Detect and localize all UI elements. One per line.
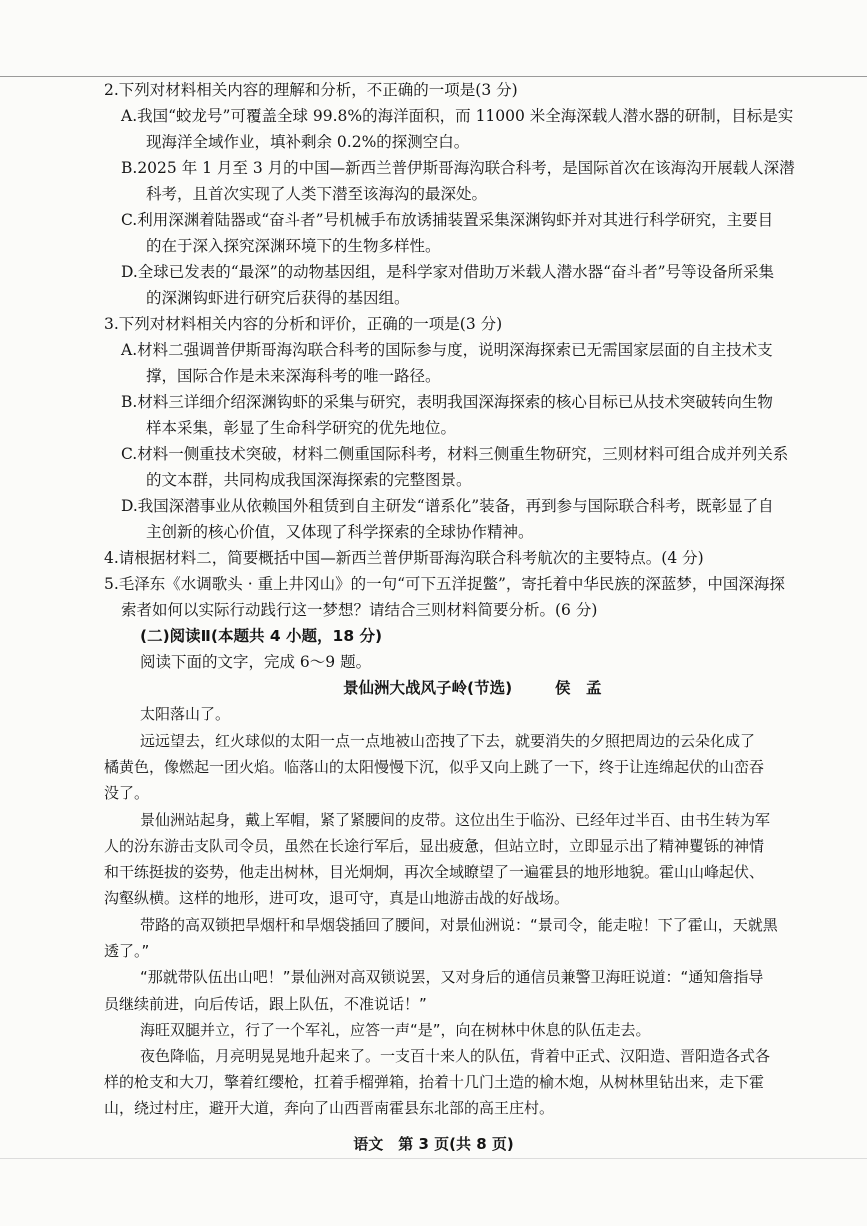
q3-option-a-line2: 撑，国际合作是未来深海科考的唯一路径。 <box>146 367 441 385</box>
bottom-divider <box>0 1158 867 1159</box>
q3-option-c-line1: C.材料一侧重技术突破，材料二侧重国际科考，材料三侧重生物研究，三则材料可组合成并列关系 <box>121 445 789 463</box>
question-5-line2: 索者如何以实际行动践行这一梦想？请结合三则材料简要分析。(6 分) <box>121 601 598 619</box>
q3-option-d-line2: 主创新的核心价值，又体现了科学探索的全球协作精神。 <box>146 523 534 541</box>
story-line: 样的枪支和大刀，擎着红缨枪，扛着手榴弹箱，抬着十几门土造的榆木炮，从树林里钻出来，走下霍 <box>104 1073 765 1091</box>
story-line: 夜色降临，月亮明晃晃地升起来了。一支百十来人的队伍，背着中正式、汉阳造、晋阳造各式各 <box>140 1047 771 1065</box>
q3-option-d-line1: D.我国深潜事业从依赖国外租赁到自主研发“谱系化”装备，再到参与国际联合科考，既彰显了自 <box>121 497 774 515</box>
page-footer: 语文 第 3 页(共 8 页) <box>353 1135 514 1153</box>
story-line: 远远望去，红火球似的太阳一点一点地被山峦拽了下去，就要消失的夕照把周边的云朵化成了 <box>140 732 756 750</box>
q3-option-b-line2: 样本采集，彰显了生命科学研究的优先地位。 <box>146 419 457 437</box>
story-line: 透了。” <box>104 942 150 960</box>
story-line: 橘黄色，像燃起一团火焰。临落山的太阳慢慢下沉，似乎又向上跳了一下，终于让连绵起伏的山峦吞 <box>104 758 765 776</box>
story-line: 太阳落山了。 <box>140 705 231 723</box>
story-line: 员继续前进，向后传话，跟上队伍，不准说话！” <box>104 995 427 1013</box>
story-line: 没了。 <box>104 784 150 802</box>
top-divider <box>0 76 867 77</box>
story-line: 人的汾东游击支队司令员，虽然在长途行军后，显出疲惫，但站立时，立即显示出了精神矍铄的神情 <box>104 837 765 855</box>
question-4: 4.请根据材料二，简要概括中国—新西兰普伊斯哥海沟联合科考航次的主要特点。(4 分) <box>104 549 704 567</box>
question-5-line1: 5.毛泽东《水调歌头 · 重上井冈山》的一句“可下五洋捉鳖”，寄托着中华民族的深蓝梦，中国深海探 <box>104 575 785 593</box>
story-title: 景仙洲大战风子岭(节选) <box>343 679 513 697</box>
q2-option-d-line2: 的深渊钩虾进行研究后获得的基因组。 <box>146 289 410 307</box>
question-3-stem: 3.下列对材料相关内容的分析和评价，正确的一项是(3 分) <box>104 315 503 333</box>
section-instruction: 阅读下面的文字，完成 6～9 题。 <box>140 653 372 671</box>
story-line: 带路的高双锁把旱烟杆和旱烟袋插回了腰间，对景仙洲说：“景司令，能走啦！下了霍山，天就黑 <box>140 916 778 934</box>
q2-option-a-line1: A.我国“蛟龙号”可覆盖全球 99.8%的海洋面积，而 11000 米全海深载人潜水器的研制，目标是实 <box>121 107 794 125</box>
q2-option-b-line1: B.2025 年 1 月至 3 月的中国—新西兰普伊斯哥海沟联合科考，是国际首次在该海沟开展载人深潜 <box>121 159 795 177</box>
story-author: 侯 孟 <box>555 679 602 697</box>
story-line: 景仙洲站起身，戴上军帽，紧了紧腰间的皮带。这位出生于临汾、已经年过半百、由书生转为军 <box>140 811 771 829</box>
q2-option-b-line2: 科考，且首次实现了人类下潜至该海沟的最深处。 <box>146 185 488 203</box>
q3-option-b-line1: B.材料三详细介绍深渊钩虾的采集与研究，表明我国深海探索的核心目标已从技术突破转向生物 <box>121 393 773 411</box>
q2-option-d-line1: D.全球已发表的“最深”的动物基因组，是科学家对借助万米载人潜水器“奋斗者”号等设备所采集 <box>121 263 775 281</box>
story-line: 和干练挺拔的姿势，他走出树林，目光炯炯，再次全域瞭望了一遍霍县的地形地貌。霍山山峰起伏、 <box>104 863 765 881</box>
q2-option-c-line1: C.利用深渊着陆器或“奋斗者”号机械手布放诱捕装置采集深渊钩虾并对其进行科学研究，主要目 <box>121 211 774 229</box>
question-2-stem: 2.下列对材料相关内容的理解和分析，不正确的一项是(3 分) <box>104 81 518 99</box>
q3-option-a-line1: A.材料二强调普伊斯哥海沟联合科考的国际参与度，说明深海探索已无需国家层面的自主技术支 <box>121 341 773 359</box>
q3-option-c-line2: 的文本群，共同构成我国深海探索的完整图景。 <box>146 471 472 489</box>
section-header: (二)阅读Ⅱ(本题共 4 小题，18 分) <box>140 627 383 645</box>
q2-option-a-line2: 现海洋全域作业，填补剩余 0.2%的探测空白。 <box>146 133 470 151</box>
story-line: “那就带队伍出山吧！”景仙洲对高双锁说罢，又对身后的通信员兼警卫海旺说道：“通知詹指导 <box>140 968 764 986</box>
story-line: 海旺双腿并立，行了一个军礼，应答一声“是”，向在树林中休息的队伍走去。 <box>140 1021 651 1039</box>
story-line: 山，绕过村庄，避开大道，奔向了山西晋南霍县东北部的高王庄村。 <box>104 1099 555 1117</box>
story-line: 沟壑纵横。这样的地形，进可攻，退可守，真是山地游击战的好战场。 <box>104 889 570 907</box>
q2-option-c-line2: 的在于深入探究深渊环境下的生物多样性。 <box>146 237 441 255</box>
